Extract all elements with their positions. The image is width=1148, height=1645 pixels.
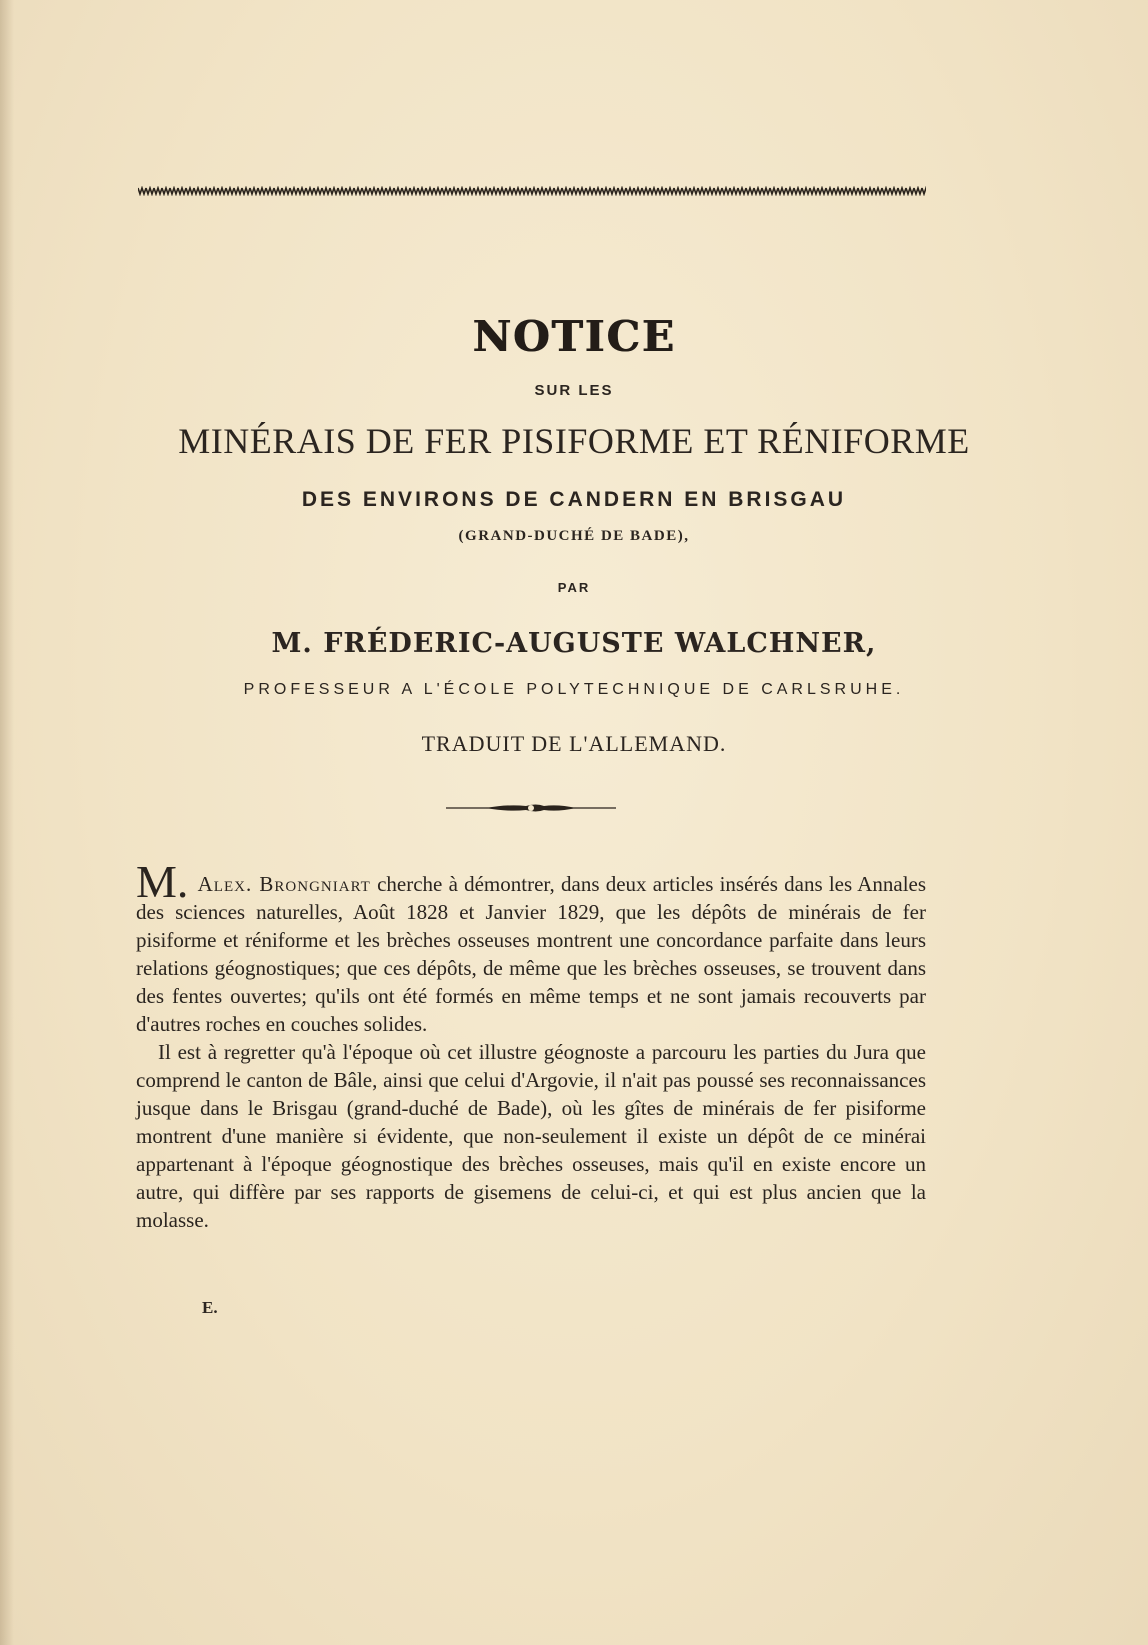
paragraph-1-text: cherche à démontrer, dans deux articles insérés dans les Annales des sciences naturelles, Août 1828 et Janvier 1829, que les dépôts de minérais de fer pisiforme et réniforme et les brèches osseuses montrent une concordance parfaite dans leurs relations géognostiques; que ces dépôts, de même que les brèches osseuses, se trouvent dans des fentes ouvertes; qu'ils ont été formés en même temps et ne sont jamais recouverts par d'autres roches en couches solides. (136, 872, 927, 1036)
sur-les-line: SUR LES (534, 382, 614, 399)
author-name: M. FRÉDERIC-AUGUSTE WALCHNER, (271, 628, 877, 659)
cited-author: Alex. Brongniart (197, 872, 371, 896)
signature-mark: E. (202, 1298, 218, 1317)
body-text (136, 856, 927, 1234)
page-edge-shadow (0, 0, 14, 1645)
par-line: PAR (557, 580, 591, 595)
author-affiliation: PROFESSEUR A L'ÉCOLE POLYTECHNIQUE DE CARLSRUHE. (243, 681, 905, 698)
translation-note: TRADUIT DE L'ALLEMAND. (421, 731, 727, 756)
subtitle-environs: DES ENVIRONS DE CANDERN EN BRISGAU (301, 488, 847, 511)
paragraph-1 (136, 856, 927, 1038)
paragraph-2: Il est à regretter qu'à l'époque où cet illustre géognoste a parcouru les parties du Jura que comprend le canton de Bâle, ainsi que celui d'Argovie, il n'ait pas poussé ses reconnaissances jusque dans le Brisgau (grand-duché de Bade), où les gîtes de minérais de fer pisiforme montrent d'une manière si évidente, que non-seulement il existe un dépôt de ce minérai appartenant à l'époque géognostique des brèches osseuses, mais qu'il en existe encore un autre, qui diffère par ses rapports de gisemens de celui-ci, et qui est plus ancien que la molasse. (136, 1040, 926, 1232)
ornamental-divider (446, 801, 616, 815)
main-title: MINÉRAIS DE FER PISIFORME ET RÉNIFORME (178, 421, 970, 461)
notice-title: NOTICE (472, 312, 676, 361)
subtitle-grand-duche: (GRAND-DUCHÉ DE BADE), (458, 528, 690, 544)
top-ornamental-rule (138, 186, 926, 196)
drop-cap: M. (136, 856, 189, 907)
